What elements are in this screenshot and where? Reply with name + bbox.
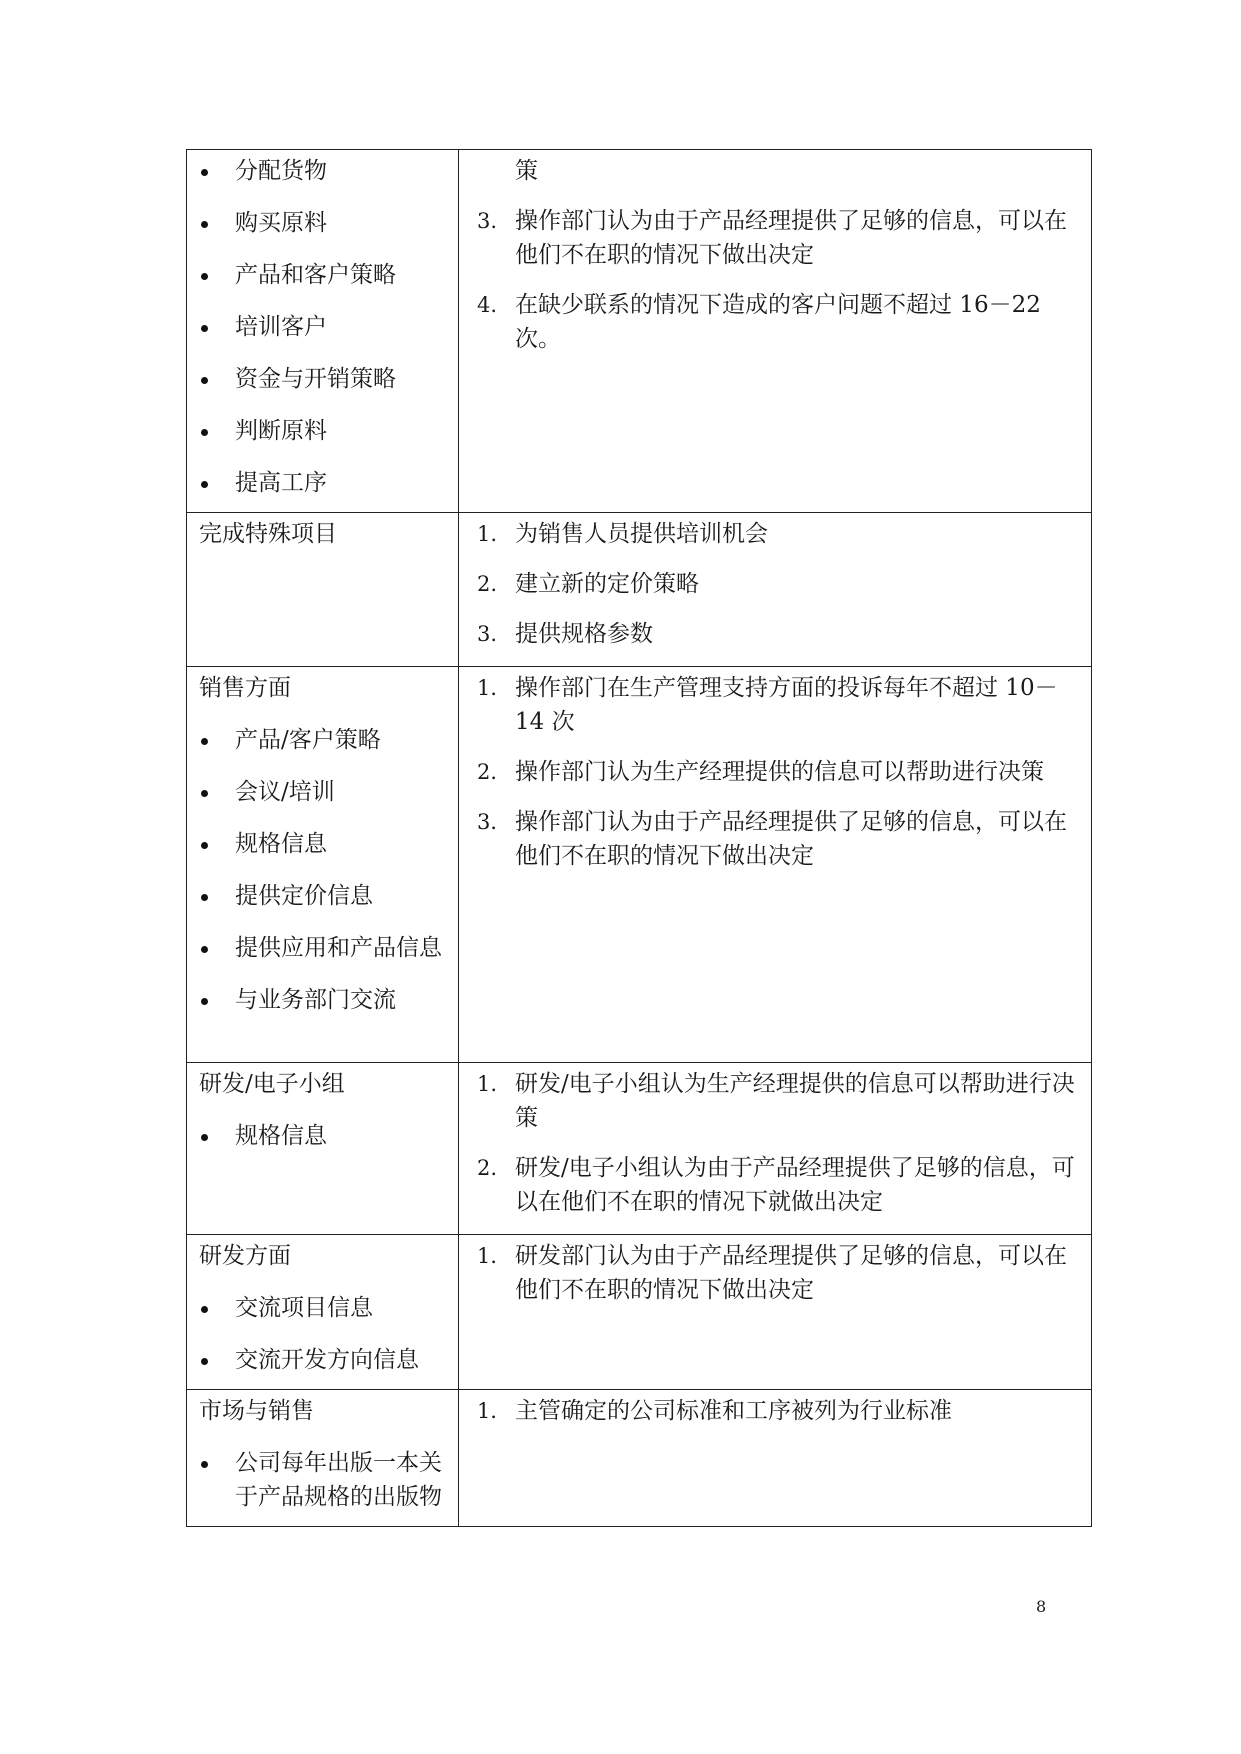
item-text: 操作部门认为由于产品经理提供了足够的信息，可以在他们不在职的情况下做出决定 [515,208,1067,268]
item-number: 1． [477,1399,512,1423]
right-cell [459,1063,1092,1235]
list-item: 交流项目信息 [199,1291,450,1325]
item-number: 3. [477,622,498,646]
table-row [187,1235,1092,1390]
row-title: 市场与销售 [199,1398,314,1424]
list-item [471,755,1083,789]
item-number: 1． [477,676,512,700]
list-item [471,1151,1083,1219]
list-item [471,517,1083,551]
item-text: 主管确定的公司标准和工序被列为行业标准 [515,1398,952,1424]
list-item: 公司每年出版一本关于产品规格的出版物 [199,1446,450,1514]
table-row [187,513,1092,667]
item-text: 操作部门认为由于产品经理提供了足够的信息，可以在他们不在职的情况下做出决定 [515,809,1067,869]
list-item [471,617,1083,651]
continued-text: 策 [515,158,538,184]
numbered-list [471,1067,1083,1219]
list-item [471,1239,1083,1307]
list-item [471,1394,1083,1428]
table-row [187,1390,1092,1527]
right-cell [459,1390,1092,1527]
list-item: 产品/客户策略 [199,723,450,757]
list-item [471,1067,1083,1135]
item-text: 研发/电子小组认为生产经理提供的信息可以帮助进行决策 [515,1071,1075,1131]
list-item: 分配货物 [199,154,450,188]
item-number: 3． [477,810,512,834]
right-cell [459,150,1092,513]
item-text: 研发/电子小组认为由于产品经理提供了足够的信息，可以在他们不在职的情况下就做出决定 [515,1155,1075,1215]
row-title: 销售方面 [199,675,291,701]
bullet-list [199,1119,450,1153]
row-title: 完成特殊项目 [199,521,337,547]
left-cell [187,1235,459,1390]
item-number: 4. [477,293,498,317]
item-number: 3. [477,209,498,233]
list-item: 规格信息 [199,827,450,861]
left-cell [187,667,459,1063]
item-number: 1． [477,1244,512,1268]
list-item [471,288,1083,356]
list-item: 购买原料 [199,206,450,240]
item-text: 在缺少联系的情况下造成的客户问题不超过 16－22 次。 [515,292,1041,352]
numbered-list [471,1239,1083,1307]
list-item: 判断原料 [199,414,450,448]
bullet-list [199,1291,450,1377]
item-text: 建立新的定价策略 [515,571,699,597]
numbered-list [471,204,1083,356]
right-cell [459,1235,1092,1390]
row-title: 研发方面 [199,1243,291,1269]
list-item: 提高工序 [199,466,450,500]
page-number: 8 [1036,1597,1047,1616]
list-item [471,805,1083,873]
bullet-list [199,723,450,1017]
numbered-list [471,517,1083,651]
item-number: 2. [477,572,498,596]
list-item [471,567,1083,601]
numbered-list [471,1394,1083,1428]
item-text: 研发部门认为由于产品经理提供了足够的信息，可以在他们不在职的情况下做出决定 [515,1243,1067,1303]
list-item: 资金与开销策略 [199,362,450,396]
item-text: 操作部门认为生产经理提供的信息可以帮助进行决策 [515,759,1044,785]
list-item: 规格信息 [199,1119,450,1153]
left-cell [187,1390,459,1527]
table-row [187,150,1092,513]
item-number: 1. [477,522,498,546]
item-text: 提供规格参数 [515,621,653,647]
item-text: 为销售人员提供培训机会 [515,521,768,547]
responsibility-table [186,149,1092,1527]
right-cell [459,513,1092,667]
table-row [187,667,1092,1063]
row-title: 研发/电子小组 [199,1071,345,1097]
left-cell [187,150,459,513]
list-item: 会议/培训 [199,775,450,809]
bullet-list [199,154,450,500]
table-row [187,1063,1092,1235]
item-number: 1. [477,1072,498,1096]
list-item: 交流开发方向信息 [199,1343,450,1377]
list-item: 培训客户 [199,310,450,344]
numbered-list [471,671,1083,873]
left-cell [187,513,459,667]
list-item: 产品和客户策略 [199,258,450,292]
bullet-list [199,1446,450,1514]
list-item: 提供定价信息 [199,879,450,913]
right-cell [459,667,1092,1063]
item-number: 2. [477,1156,498,1180]
list-item: 与业务部门交流 [199,983,450,1017]
left-cell [187,1063,459,1235]
item-text: 操作部门在生产管理支持方面的投诉每年不超过 10－14 次 [515,675,1058,735]
item-number: 2． [477,760,512,784]
list-item [471,671,1083,739]
list-item: 提供应用和产品信息 [199,931,450,965]
list-item [471,204,1083,272]
